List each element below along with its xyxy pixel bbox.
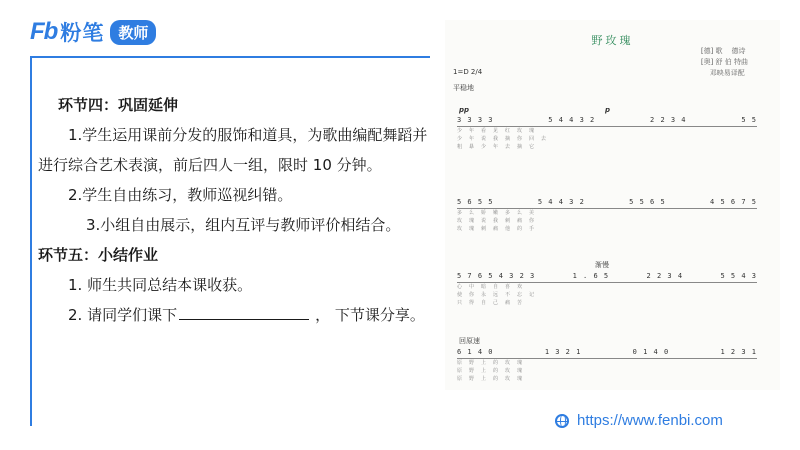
item-2-suffix: ， 下节课分享。	[315, 306, 425, 324]
item-2-prefix: 2. 请同学们课下	[68, 306, 178, 324]
dynamic-pp: pp	[459, 106, 470, 114]
section-4-item-2: 2.学生自由练习，教师巡视纠错。	[68, 186, 293, 204]
logo-mark: Fb	[30, 18, 58, 45]
score-key: 1=D 2/4	[453, 68, 483, 76]
fenbi-logo	[30, 18, 156, 46]
score-credits: [德] 歌 德诗 [奥] 舒 伯 特曲 邓映易译配	[700, 47, 748, 77]
section-4-item-3: 3.小组自由展示，组内互评与教师评价相结合。	[86, 216, 401, 234]
logo-brand: 粉笔	[60, 21, 105, 45]
score-system-2: 5 6 5 5 5 4 4 3 2 5 5 6 5 4 5 6 7 5 多么娇嫩多么美 玫瑰说我刺痛你 玫瑰刺痛他的手	[457, 198, 757, 232]
mark-a-tempo: 回原速	[459, 337, 480, 345]
fill-blank	[179, 305, 309, 320]
score-title: 野玫瑰	[591, 34, 634, 47]
dynamic-p: p	[605, 106, 611, 114]
section-4-item-1: 1.学生运用课前分发的服饰和道具，为歌曲编配舞蹈并进行综合艺术表演，前后四人一组，限时 10 分钟。	[38, 126, 428, 174]
section-5-item-1: 1. 师生共同总结本课收获。	[68, 276, 253, 294]
section-5-title: 环节五：小结作业	[38, 246, 159, 264]
globe-icon	[555, 414, 569, 428]
section-5-item-2	[38, 300, 438, 330]
website-url: https://www.fenbi.com	[577, 412, 723, 429]
score-system-1: 3 3 3 3 5 4 4 3 2 2 2 3 4 5 5 少年看见红玫瑰 少年说我摘你回去 粗暴少年去摘它	[457, 116, 757, 150]
footer-url	[555, 412, 723, 429]
sheet-music-image	[445, 20, 780, 390]
section-4-title: 环节四：巩固延伸	[58, 96, 179, 114]
logo-tag: 教师	[110, 20, 156, 45]
frame-left-line	[30, 56, 32, 426]
score-system-4: 6 1 4 0 1 3 2 1 0 1 4 0 1 2 3 1 原野上的玫瑰 原野上的玫瑰 原野上的玫瑰	[457, 348, 757, 382]
lesson-text	[38, 90, 438, 330]
mark-ritardando: 渐慢	[595, 261, 609, 269]
frame-top-line	[30, 56, 430, 58]
score-tempo: 平稳地	[453, 84, 474, 92]
score-system-3: 5 7 6 5 4 3 2 3 1 . 6 5 2 2 3 4 5 5 4 3 心中暗自喜欢 使你永远不忘记 只得自己痛苦	[457, 272, 757, 306]
